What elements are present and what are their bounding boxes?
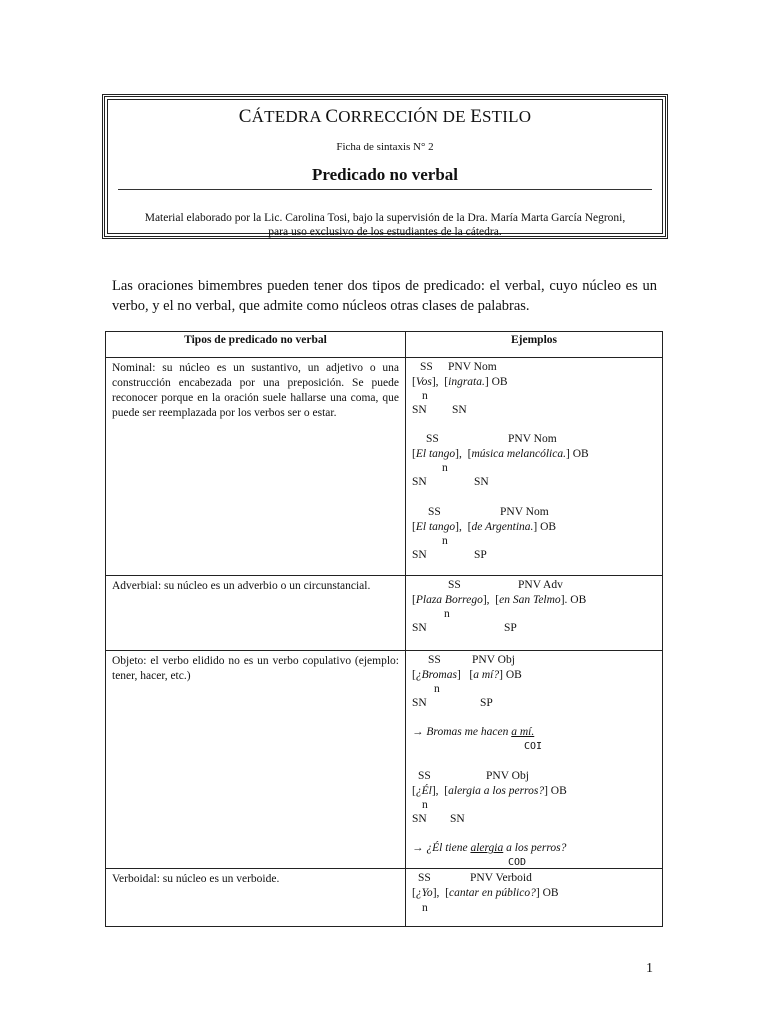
- row-examples-verboidal: [406, 869, 663, 927]
- pnv-label: PNV Nom: [500, 506, 549, 518]
- table-row: [106, 869, 663, 927]
- pnv-label: PNV Verboid: [470, 872, 532, 884]
- header-divider: [118, 189, 652, 190]
- ss-label: SS: [418, 872, 431, 884]
- row-examples-nominal: [406, 358, 663, 576]
- ss-label: SS: [428, 654, 441, 666]
- ss-label: SS: [426, 433, 439, 445]
- pnv-label: PNV Nom: [448, 361, 497, 373]
- example-sentence: [¿Yo], [cantar en público?] OB: [412, 887, 559, 899]
- row-examples-objeto: [406, 651, 663, 869]
- row-examples-adverbial: [406, 576, 663, 651]
- example-sentence: [Vos], [ingrata.] OB: [412, 376, 508, 388]
- worksheet-subtitle: Predicado no verbal: [311, 165, 459, 184]
- example-sentence: [¿Él], [alergia a los perros?] OB: [412, 785, 567, 797]
- worksheet-label: Ficha de sintaxis N° 2: [336, 141, 434, 153]
- example-sentence: [El tango], [de Argentina.] OB: [412, 521, 557, 533]
- sn-label: SN: [412, 622, 427, 634]
- row-description-adverbial: Adverbial: su núcleo es un adverbio o un circunstancial.: [106, 576, 406, 651]
- pnv-label: PNV Nom: [508, 433, 557, 445]
- row-description-verboidal: Verboidal: su núcleo es un verboide.: [106, 869, 406, 927]
- sn-label: SN: [412, 813, 427, 825]
- sn-label: SN: [412, 404, 427, 416]
- sn-label: SN: [450, 813, 465, 825]
- pnv-label: PNV Obj: [472, 654, 515, 666]
- sn-label: SN: [474, 476, 489, 488]
- page-number: 1: [646, 961, 653, 976]
- paraphrase: → Bromas me hacen a mí.: [412, 726, 535, 738]
- header-box: [102, 94, 668, 239]
- course-title: CÁTEDRA CORRECCIÓN DE ESTILO: [238, 106, 532, 127]
- ss-label: SS: [420, 361, 433, 373]
- coi-label: COI: [524, 741, 543, 752]
- table-row: [106, 651, 663, 869]
- nucleus-label: n: [444, 608, 450, 620]
- sp-label: SP: [480, 697, 493, 709]
- header-inner: [107, 99, 663, 238]
- sp-label: SP: [504, 622, 517, 634]
- column-header-types: Tipos de predicado no verbal: [106, 332, 406, 358]
- nucleus-label: n: [442, 462, 448, 474]
- pnv-label: PNV Obj: [486, 770, 529, 782]
- intro-paragraph: Las oraciones bimembres pueden tener dos tipos de predicado: el verbal, cuyo núcleo es un verbo, y el no verbal, que admite como núcleos otras clases de palabras.: [112, 278, 657, 314]
- example-sentence: [Plaza Borrego], [en San Telmo]. OB: [412, 594, 587, 606]
- table-row: [106, 358, 663, 576]
- table-row: [106, 576, 663, 651]
- nucleus-label: n: [422, 799, 428, 811]
- column-header-examples: Ejemplos: [406, 332, 663, 358]
- nucleus-label: n: [422, 902, 428, 914]
- sn-label: SN: [412, 549, 427, 561]
- sn-label: SN: [412, 476, 427, 488]
- pnv-label: PNV Adv: [518, 579, 563, 591]
- example-sentence: [El tango], [música melancólica.] OB: [412, 448, 589, 460]
- cod-label: COD: [508, 857, 527, 868]
- table-header-row: [106, 332, 663, 358]
- row-description-objeto: Objeto: el verbo elidido no es un verbo copulativo (ejemplo: tener, hacer, etc.): [106, 651, 406, 869]
- nucleus-label: n: [442, 535, 448, 547]
- ss-label: SS: [428, 506, 441, 518]
- nucleus-label: n: [422, 390, 428, 402]
- paraphrase: → ¿Él tiene alergia a los perros?: [412, 842, 567, 854]
- credit-text: Material elaborado por la Lic. Carolina Tosi, bajo la supervisión de la Dra. María Marta García Negroni, para uso exclusivo de los estudiantes de la cátedra.: [144, 212, 626, 238]
- ss-label: SS: [418, 770, 431, 782]
- sn-label: SN: [412, 697, 427, 709]
- sn-label: SN: [452, 404, 467, 416]
- row-description-nominal: Nominal: su núcleo es un sustantivo, un adjetivo o una construcción encabezada por una preposición. Se puede reconocer porque en la oración suele hallarse una coma, que puede ser reemplazada por los verbos ser o estar.: [106, 358, 406, 576]
- nucleus-label: n: [434, 683, 440, 695]
- example-sentence: [¿Bromas] [a mí?] OB: [412, 669, 522, 681]
- ss-label: SS: [448, 579, 461, 591]
- predicate-table: [105, 331, 663, 927]
- sp-label: SP: [474, 549, 487, 561]
